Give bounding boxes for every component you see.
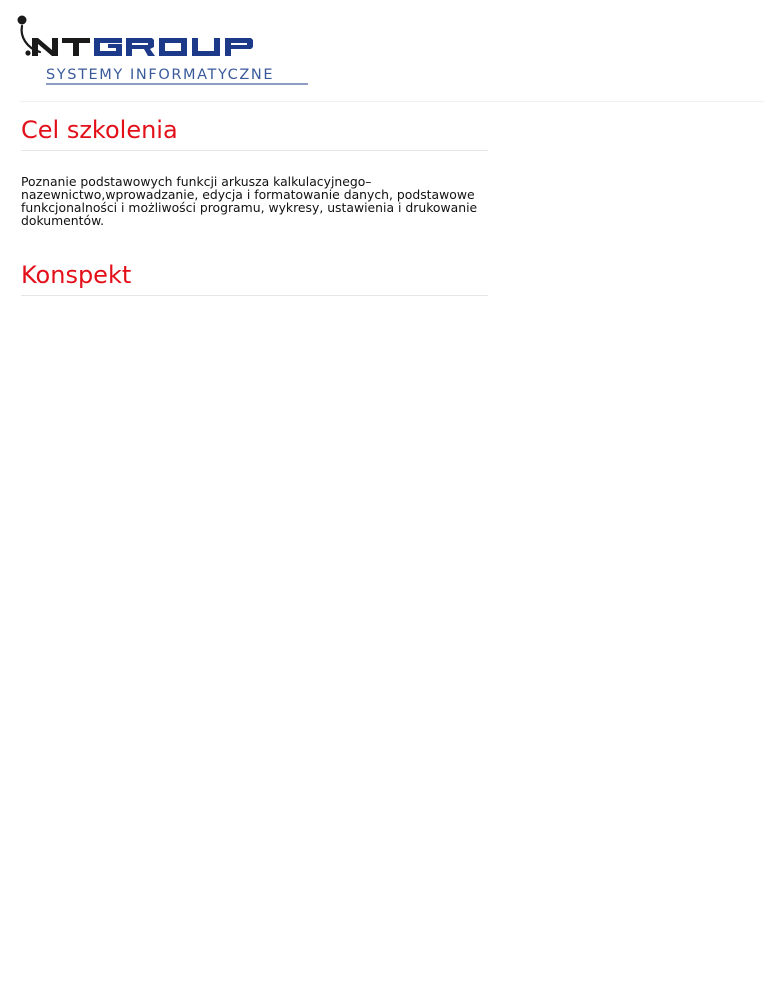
logo-tagline: SYSTEMY INFORMATYCZNE — [46, 67, 275, 83]
section-konspekt — [21, 261, 488, 296]
section-body-text: Poznanie podstawowych funkcji arkusza kalkulacyjnego–nazewnictwo,wprowadzanie, edycja i formatowanie danych, podstawowe funkcjonalności i możliwości programu, wykresy, ustawienia i drukowanie dokumentów. — [21, 174, 478, 228]
header-divider — [20, 101, 764, 102]
section-title: Cel szkolenia — [21, 116, 178, 144]
ntgroup-logo — [16, 14, 312, 86]
section-cel-szkolenia — [21, 116, 488, 227]
section-title: Konspekt — [21, 261, 132, 289]
section-divider — [21, 295, 488, 296]
section-divider — [21, 150, 488, 151]
page-header — [0, 0, 768, 102]
